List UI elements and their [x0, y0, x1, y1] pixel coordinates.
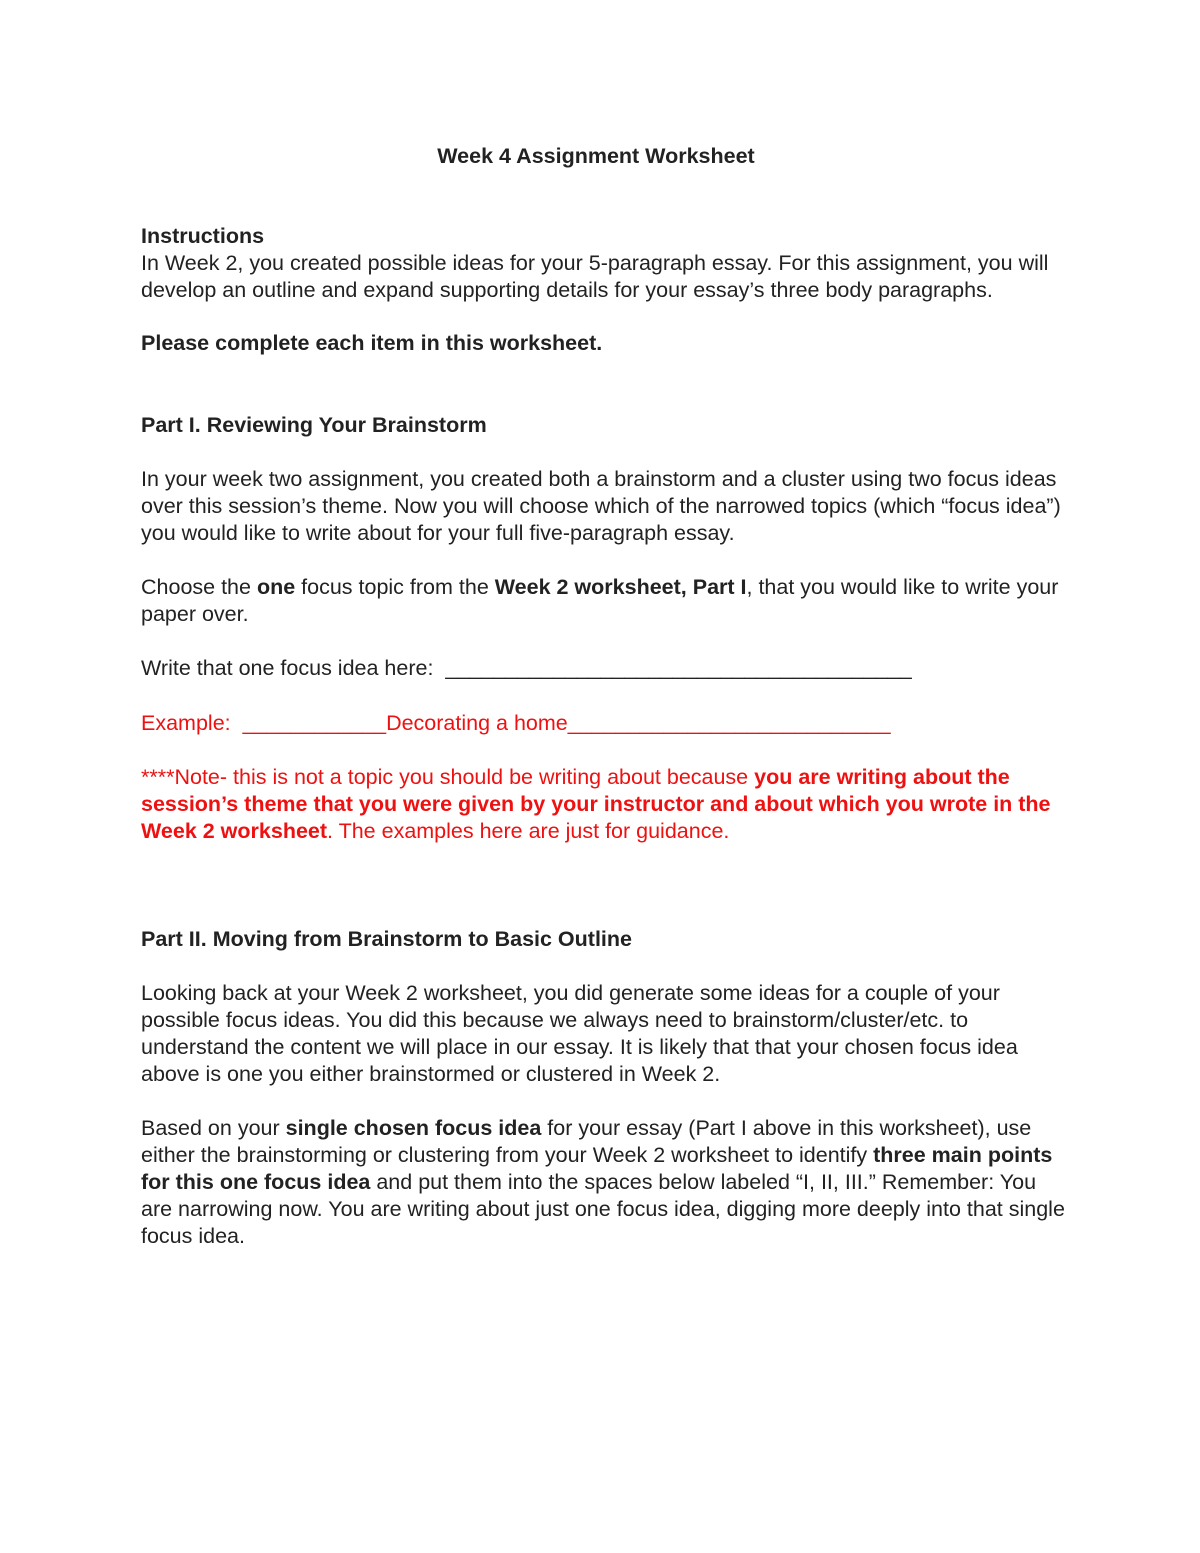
- note-text: . The examples here are just for guidance.: [327, 819, 730, 843]
- part1-paragraph: In your week two assignment, you created both a brainstorm and a cluster using two focus ideas over this session’s theme. Now you will choose which of the narrowed topics (which “focus idea”) you would like to write about for your full five-paragraph essay.: [141, 467, 1061, 545]
- part2-emphasis-focus: single chosen focus idea: [285, 1116, 542, 1140]
- choose-text: Choose the: [141, 575, 257, 599]
- instructions-heading: Instructions: [141, 224, 265, 248]
- complete-instruction: Please complete each item in this worksheet.: [141, 331, 603, 355]
- focus-idea-line: [141, 655, 1071, 682]
- part1-heading: Part I. Reviewing Your Brainstorm: [141, 413, 487, 437]
- choose-emphasis-worksheet: Week 2 worksheet, Part I: [494, 575, 747, 599]
- instructions-body: In Week 2, you created possible ideas for your 5-paragraph essay. For this assignment, you will develop an outline and expand supporting details for your essay’s three body paragraphs.: [141, 251, 1049, 302]
- part2-emphasis-points: three main points for this one focus idea: [141, 1143, 1053, 1194]
- part2-text: Based on your: [141, 1116, 286, 1140]
- choose-text: focus topic from the: [295, 575, 495, 599]
- choose-text: , that you would like to write your paper over.: [141, 575, 1059, 626]
- part2-text: for your essay (Part I above in this worksheet), use either the brainstorming or clustering from your Week 2 worksheet to identify: [141, 1116, 1032, 1167]
- note-text: ****Note- this is not a topic you should be writing about because: [141, 765, 755, 789]
- choose-topic-paragraph: [141, 574, 1071, 628]
- example-blank-right: ___________________________: [567, 711, 891, 735]
- document-content: [141, 142, 1071, 1250]
- part2-paragraph: Looking back at your Week 2 worksheet, you did generate some ideas for a couple of your possible focus ideas. You did this because we always need to brainstorm/cluster/etc. to understand the content we will place in our essay. It is likely that that your chosen focus idea above is one you either brainstormed or clustered in Week 2.: [141, 981, 1018, 1086]
- part2-main-points-paragraph: [141, 1115, 1071, 1250]
- focus-idea-blank[interactable]: _______________________________________: [445, 656, 912, 680]
- example-label: Example:: [141, 711, 243, 735]
- example-blank-left: ____________: [242, 711, 387, 735]
- example-value: Decorating a home: [386, 711, 568, 735]
- example-line: [141, 710, 1071, 737]
- note-emphasis: you are writing about the session’s theme that you were given by your instructor and about which you wrote in the Week 2 worksheet: [141, 765, 1051, 843]
- page-title: Week 4 Assignment Worksheet: [437, 144, 755, 168]
- focus-idea-label: Write that one focus idea here:: [141, 656, 446, 680]
- part2-heading: Part II. Moving from Brainstorm to Basic Outline: [141, 927, 632, 951]
- choose-emphasis-one: one: [256, 575, 296, 599]
- note-paragraph: [141, 764, 1071, 845]
- part2-text: and put them into the spaces below labeled “I, II, III.” Remember: You are narrowing now. You are writing about just one focus idea, digging more deeply into that single focus idea.: [141, 1170, 1065, 1248]
